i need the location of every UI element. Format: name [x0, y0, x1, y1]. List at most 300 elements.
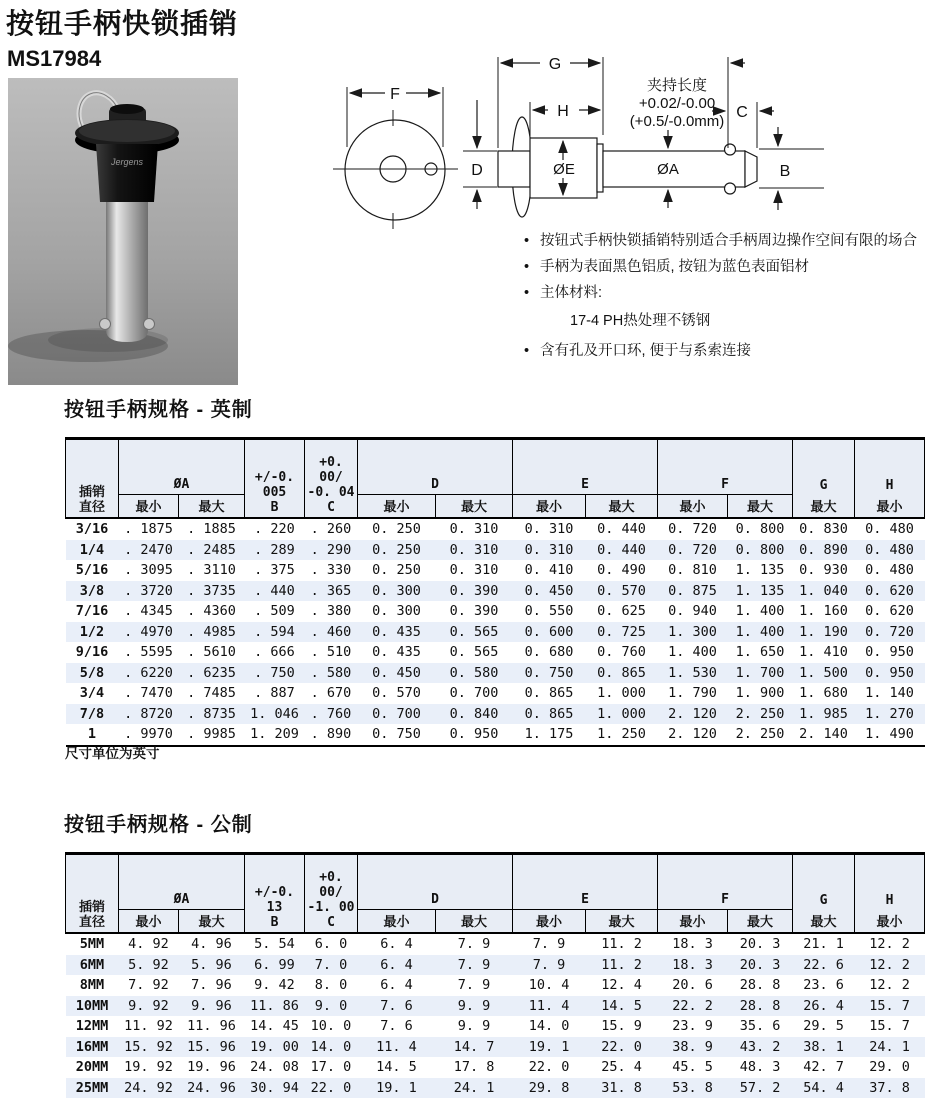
pin-size-cell: 3/16: [75, 521, 109, 537]
bullet-text: 含有孔及开口环, 便于与系索连接: [540, 343, 752, 359]
value-cell: 0. 950: [449, 726, 499, 742]
header-min: 最小: [119, 910, 179, 934]
pin-size-cell: 7/16: [75, 603, 109, 619]
header-group-g: G: [793, 854, 855, 910]
dim-label-c: C: [736, 104, 748, 121]
value-cell: 0. 450: [372, 664, 421, 681]
value-cell: 0. 700: [372, 705, 421, 722]
table-row: [66, 560, 925, 581]
value-cell: 1. 400: [668, 644, 717, 660]
value-cell: 0. 435: [372, 623, 421, 640]
value-cell: 1. 400: [735, 603, 785, 619]
model-number: MS17984: [7, 46, 102, 71]
dim-label-oa: ØA: [657, 161, 679, 178]
header-group-a: ØA: [119, 439, 245, 495]
header-max: 最大: [179, 495, 245, 519]
value-cell: 24. 08: [250, 1059, 299, 1075]
value-cell: 0. 570: [597, 582, 646, 599]
value-cell: 23. 6: [803, 977, 844, 993]
value-cell: 0. 680: [524, 644, 574, 660]
value-cell: . 3095: [124, 562, 173, 578]
pin-size-cell: 16MM: [75, 1038, 109, 1055]
ball-bottom: [725, 183, 736, 194]
value-cell: 1. 046: [250, 705, 299, 722]
value-cell: . 2470: [124, 541, 173, 558]
value-cell: 15. 92: [124, 1038, 173, 1055]
value-cell: 24. 1: [453, 1079, 495, 1096]
value-cell: 12. 2: [869, 936, 910, 952]
value-cell: 38. 1: [803, 1038, 844, 1055]
bullet-text: 按钮式手柄快锁插销特别适合手柄周边操作空间有限的场合: [540, 233, 917, 249]
value-cell: 7. 9: [457, 936, 491, 952]
value-cell: 4. 92: [128, 936, 169, 952]
value-cell: . 330: [310, 562, 352, 578]
value-cell: . 1885: [187, 521, 236, 537]
table-row: [66, 933, 925, 955]
bullet-icon: •: [524, 259, 530, 275]
value-cell: 0. 600: [524, 623, 574, 640]
header-min: 最小: [119, 495, 179, 519]
value-cell: 0. 480: [865, 562, 914, 578]
value-cell: 7. 9: [457, 956, 491, 973]
value-cell: . 6220: [124, 664, 173, 681]
value-cell: 2. 140: [799, 726, 848, 742]
value-cell: 0. 440: [597, 521, 646, 537]
value-cell: 14. 5: [376, 1059, 417, 1075]
value-cell: 6. 4: [380, 936, 413, 952]
pin-size-cell: 10MM: [75, 997, 109, 1014]
value-cell: 12. 2: [869, 977, 910, 993]
value-cell: 38. 9: [672, 1038, 713, 1055]
value-cell: 1. 209: [250, 726, 299, 742]
value-cell: 1. 410: [799, 644, 848, 660]
value-cell: 14. 0: [528, 1018, 570, 1034]
value-cell: 10. 4: [528, 977, 570, 993]
value-cell: 1. 490: [865, 726, 914, 742]
value-cell: 1. 530: [668, 664, 717, 681]
table-row: [66, 683, 925, 704]
value-cell: 0. 440: [597, 541, 646, 558]
value-cell: 0. 480: [865, 541, 914, 558]
header-max: 最大: [436, 910, 513, 934]
value-cell: 20. 3: [739, 936, 781, 952]
value-cell: 15. 9: [601, 1018, 642, 1034]
pin-size-cell: 9/16: [75, 644, 109, 660]
value-cell: 29. 0: [869, 1059, 910, 1075]
value-cell: 7. 92: [128, 977, 169, 993]
value-cell: 57. 2: [739, 1079, 781, 1096]
feature-list: [524, 232, 926, 368]
value-cell: 14. 5: [601, 997, 642, 1014]
value-cell: 7. 96: [191, 977, 232, 993]
value-cell: 19. 00: [250, 1038, 299, 1055]
value-cell: 1. 000: [597, 705, 646, 722]
ball-top: [725, 144, 736, 155]
header-group-e: E: [513, 854, 658, 910]
value-cell: 0. 310: [449, 521, 499, 537]
dim-label-d: D: [471, 162, 483, 179]
value-cell: 22. 2: [672, 997, 713, 1014]
value-cell: 1. 400: [735, 623, 785, 640]
value-cell: . 5595: [124, 644, 173, 660]
value-cell: . 5610: [187, 644, 236, 660]
value-cell: 11. 2: [601, 956, 642, 973]
table-row: [66, 663, 925, 684]
list-item: [524, 342, 926, 360]
value-cell: 0. 480: [865, 521, 914, 537]
lock-ball-right: [144, 319, 155, 330]
value-cell: . 9970: [124, 726, 173, 742]
header-max: 最大: [728, 910, 793, 934]
value-cell: 0. 865: [524, 705, 574, 722]
page-title: 按钮手柄快锁插销: [6, 8, 239, 39]
value-cell: 1. 135: [735, 562, 785, 578]
value-cell: 0. 250: [372, 541, 421, 558]
value-cell: 29. 8: [528, 1079, 570, 1096]
value-cell: 1. 700: [735, 664, 785, 681]
side-view: [463, 56, 824, 217]
value-cell: . 670: [310, 685, 352, 701]
value-cell: 14. 0: [310, 1038, 352, 1055]
value-cell: 5. 92: [128, 956, 169, 973]
value-cell: 0. 865: [524, 685, 574, 701]
header-max: 最大: [179, 910, 245, 934]
value-cell: . 760: [310, 705, 352, 722]
value-cell: . 8735: [187, 705, 236, 722]
value-cell: 2. 120: [668, 726, 717, 742]
value-cell: . 3110: [187, 562, 236, 578]
value-cell: 7. 9: [532, 956, 566, 973]
value-cell: 0. 390: [449, 603, 499, 619]
pin-size-cell: 5/8: [79, 664, 105, 681]
header-min: 最小: [358, 910, 436, 934]
value-cell: . 666: [254, 644, 295, 660]
value-cell: 0. 930: [799, 562, 848, 578]
table-row: [66, 1078, 925, 1098]
bullet-icon: •: [524, 285, 530, 301]
value-cell: 0. 700: [449, 685, 499, 701]
value-cell: 6. 0: [314, 936, 348, 952]
value-cell: 15. 7: [869, 1018, 910, 1034]
pin-size-cell: 25MM: [75, 1079, 109, 1096]
value-cell: 19. 96: [187, 1059, 236, 1075]
grip-length-tol-mm: (+0.5/-0.0mm): [629, 113, 725, 130]
value-cell: . 3720: [124, 582, 173, 599]
value-cell: 1. 000: [597, 685, 646, 701]
value-cell: 7. 6: [380, 1018, 413, 1034]
value-cell: 43. 2: [739, 1038, 781, 1055]
value-cell: . 6235: [187, 664, 236, 681]
handle-body: [96, 144, 158, 202]
value-cell: 2. 250: [735, 726, 785, 742]
value-cell: 1. 135: [735, 582, 785, 599]
value-cell: 2. 250: [735, 705, 785, 722]
grip-length-tol-inch: +0.02/-0.00: [638, 95, 716, 112]
value-cell: 0. 250: [372, 521, 421, 537]
bullet-text: 主体材料:: [540, 285, 603, 301]
value-cell: . 440: [254, 582, 295, 599]
value-cell: 0. 940: [668, 603, 717, 619]
value-cell: 9. 42: [254, 977, 295, 993]
table-row: [66, 975, 925, 996]
header-min: 最小: [513, 910, 586, 934]
value-cell: 0. 450: [524, 582, 574, 599]
value-cell: 15. 7: [869, 997, 910, 1014]
header-group-f: F: [658, 854, 793, 910]
value-cell: 24. 92: [124, 1079, 173, 1096]
inch-section-title: 按钮手柄规格 - 英制: [64, 399, 253, 421]
value-cell: 0. 310: [449, 562, 499, 578]
value-cell: 48. 3: [739, 1059, 781, 1075]
value-cell: 1. 900: [735, 685, 785, 701]
header-group-h: H: [855, 854, 925, 910]
value-cell: 0. 865: [597, 664, 646, 681]
header-max: 最大: [793, 910, 855, 934]
value-cell: 9. 9: [457, 997, 491, 1014]
value-cell: 0. 830: [799, 521, 848, 537]
value-cell: 0. 750: [372, 726, 421, 742]
value-cell: . 260: [310, 521, 352, 537]
value-cell: 5. 54: [254, 936, 295, 952]
pin-size-cell: 20MM: [75, 1059, 109, 1075]
header-min: 最小: [658, 495, 728, 519]
value-cell: 6. 4: [380, 977, 413, 993]
value-cell: 0. 620: [865, 582, 914, 599]
header-c-tolerance: +0. 00/ -1. 00 C: [305, 854, 358, 934]
value-cell: 0. 310: [524, 521, 574, 537]
value-cell: . 365: [310, 582, 352, 599]
pin-size-cell: 3/4: [79, 685, 105, 701]
value-cell: 0. 300: [372, 603, 421, 619]
dim-label-h: H: [557, 103, 569, 120]
value-cell: 0. 310: [449, 541, 499, 558]
value-cell: 0. 750: [524, 664, 574, 681]
value-cell: 1. 985: [799, 705, 848, 722]
value-cell: . 887: [254, 685, 295, 701]
value-cell: 26. 4: [803, 997, 844, 1014]
header-max: 最大: [728, 495, 793, 519]
header-max: 最大: [586, 495, 658, 519]
header-group-d: D: [358, 439, 513, 495]
table-row: [66, 704, 925, 725]
value-cell: 22. 0: [528, 1059, 570, 1075]
value-cell: 0. 810: [668, 562, 717, 578]
table-row: [66, 642, 925, 663]
value-cell: 11. 92: [124, 1018, 173, 1034]
pin-size-cell: 5MM: [79, 936, 105, 952]
value-cell: 11. 2: [601, 936, 642, 952]
value-cell: . 375: [254, 562, 295, 578]
value-cell: 9. 9: [457, 1018, 491, 1034]
list-item: [524, 284, 926, 302]
technical-drawing: [330, 40, 930, 245]
header-b-tolerance: +/-0. 005 B: [245, 439, 305, 519]
value-cell: 0. 565: [449, 623, 499, 640]
collar: [498, 151, 530, 187]
value-cell: 0. 550: [524, 603, 574, 619]
value-cell: . 3735: [187, 582, 236, 599]
value-cell: . 9985: [187, 726, 236, 742]
value-cell: 1. 790: [668, 685, 717, 701]
value-cell: 7. 6: [380, 997, 413, 1014]
value-cell: 1. 300: [668, 623, 717, 640]
value-cell: 29. 5: [803, 1018, 844, 1034]
value-cell: 9. 96: [191, 997, 232, 1014]
value-cell: . 8720: [124, 705, 173, 722]
header-group-e: E: [513, 439, 658, 495]
value-cell: . 4985: [187, 623, 236, 640]
header-min: 最小: [855, 910, 925, 934]
value-cell: 19. 1: [376, 1079, 417, 1096]
value-cell: 0. 570: [372, 685, 421, 701]
pin-size-cell: 5/16: [75, 562, 109, 578]
value-cell: 6. 4: [380, 956, 413, 973]
table-row: [66, 518, 925, 540]
table-row: [66, 955, 925, 976]
value-cell: 10. 0: [310, 1018, 352, 1034]
dim-label-f: F: [390, 86, 400, 103]
header-pin-diameter: 插销 直径: [66, 854, 119, 934]
value-cell: . 220: [254, 521, 295, 537]
bullet-icon: •: [524, 233, 530, 249]
value-cell: 22. 6: [803, 956, 844, 973]
pin-size-cell: 6MM: [79, 956, 105, 973]
table-row: [66, 996, 925, 1017]
bullet-text: 手柄为表面黑色铝质, 按钮为蓝色表面铝材: [540, 259, 810, 275]
value-cell: 9. 92: [128, 997, 169, 1014]
value-cell: 0. 725: [597, 623, 646, 640]
value-cell: . 594: [254, 623, 295, 640]
header-max: 最大: [436, 495, 513, 519]
value-cell: 37. 8: [869, 1079, 910, 1096]
value-cell: 30. 94: [250, 1079, 299, 1096]
value-cell: 18. 3: [672, 936, 713, 952]
pin-shaft: [106, 202, 148, 342]
header-group-a: ØA: [119, 854, 245, 910]
header-pin-diameter: 插销 直径: [66, 439, 119, 519]
value-cell: 28. 8: [739, 977, 781, 993]
value-cell: . 890: [310, 726, 352, 742]
value-cell: 45. 5: [672, 1059, 713, 1075]
table-row: [66, 540, 925, 561]
value-cell: 1. 250: [597, 726, 646, 742]
pin-size-cell: 1: [87, 726, 97, 742]
handle-step: [597, 144, 603, 192]
metric-spec-table: [65, 852, 925, 1098]
list-subitem: [570, 312, 926, 330]
value-cell: 0. 620: [865, 603, 914, 619]
value-cell: 24. 1: [869, 1038, 910, 1055]
value-cell: . 510: [310, 644, 352, 660]
value-cell: . 4360: [187, 603, 236, 619]
dim-label-b: B: [779, 163, 791, 180]
table-row: [66, 1016, 925, 1037]
value-cell: 0. 950: [865, 644, 914, 660]
value-cell: . 750: [254, 664, 295, 681]
value-cell: 7. 0: [314, 956, 348, 973]
value-cell: 0. 720: [668, 541, 717, 558]
value-cell: 14. 7: [453, 1038, 495, 1055]
value-cell: 22. 0: [601, 1038, 642, 1055]
value-cell: 12. 4: [601, 977, 642, 993]
header-min: 最小: [358, 495, 436, 519]
table-row: [66, 1037, 925, 1058]
value-cell: 54. 4: [803, 1079, 844, 1096]
product-photo: [8, 78, 238, 385]
value-cell: 15. 96: [187, 1038, 236, 1055]
value-cell: 42. 7: [803, 1059, 844, 1075]
header-group-h: H: [855, 439, 925, 495]
value-cell: 1. 500: [799, 664, 848, 681]
value-cell: 0. 310: [524, 541, 574, 558]
header-max: 最大: [586, 910, 658, 934]
value-cell: 0. 950: [865, 664, 914, 681]
header-min: 最小: [855, 495, 925, 519]
value-cell: 2. 120: [668, 705, 717, 722]
value-cell: . 580: [310, 664, 352, 681]
value-cell: 1. 680: [799, 685, 848, 701]
value-cell: 0. 490: [597, 562, 646, 578]
table-row: [66, 1057, 925, 1078]
value-cell: . 2485: [187, 541, 236, 558]
value-cell: 0. 625: [597, 603, 646, 619]
value-cell: . 4970: [124, 623, 173, 640]
value-cell: 1. 270: [865, 705, 914, 722]
value-cell: 22. 0: [310, 1079, 352, 1096]
value-cell: . 380: [310, 603, 352, 619]
pin-size-cell: 12MM: [75, 1018, 109, 1034]
value-cell: 21. 1: [803, 936, 844, 952]
value-cell: 8. 0: [314, 977, 348, 993]
value-cell: 7. 9: [457, 977, 491, 993]
header-group-g: G: [793, 439, 855, 495]
value-cell: 11. 96: [187, 1018, 236, 1034]
pin-size-cell: 7/8: [79, 705, 105, 722]
table-row: [66, 581, 925, 602]
value-cell: 12. 2: [869, 956, 910, 973]
value-cell: 7. 9: [532, 936, 566, 952]
pin-size-cell: 1/2: [79, 623, 105, 640]
value-cell: . 1875: [124, 521, 173, 537]
value-cell: 9. 0: [314, 997, 348, 1014]
header-min: 最小: [658, 910, 728, 934]
value-cell: . 289: [254, 541, 295, 558]
list-item: [524, 258, 926, 276]
table-row: [66, 622, 925, 643]
value-cell: 1. 175: [524, 726, 574, 742]
value-cell: 19. 92: [124, 1059, 173, 1075]
bullet-icon: •: [524, 343, 530, 359]
value-cell: 11. 4: [528, 997, 570, 1014]
value-cell: 0. 565: [449, 644, 499, 660]
bullet-text: 17-4 PH热处理不锈钢: [570, 313, 711, 329]
value-cell: 0. 890: [799, 541, 848, 558]
value-cell: 17. 8: [453, 1059, 495, 1075]
header-c-tolerance: +0. 00/ -0. 04 C: [305, 439, 358, 519]
value-cell: . 460: [310, 623, 352, 640]
metric-section-title: 按钮手柄规格 - 公制: [64, 814, 253, 836]
shaft-tip: [745, 151, 757, 187]
value-cell: 0. 760: [597, 644, 646, 660]
value-cell: . 509: [254, 603, 295, 619]
inch-spec-table: [65, 437, 925, 747]
value-cell: 0. 800: [735, 541, 785, 558]
header-b-tolerance: +/-0. 13 B: [245, 854, 305, 934]
pin-size-cell: 1/4: [79, 541, 105, 558]
value-cell: 0. 390: [449, 582, 499, 599]
value-cell: 24. 96: [187, 1079, 236, 1096]
pin-size-cell: 8MM: [79, 977, 105, 993]
